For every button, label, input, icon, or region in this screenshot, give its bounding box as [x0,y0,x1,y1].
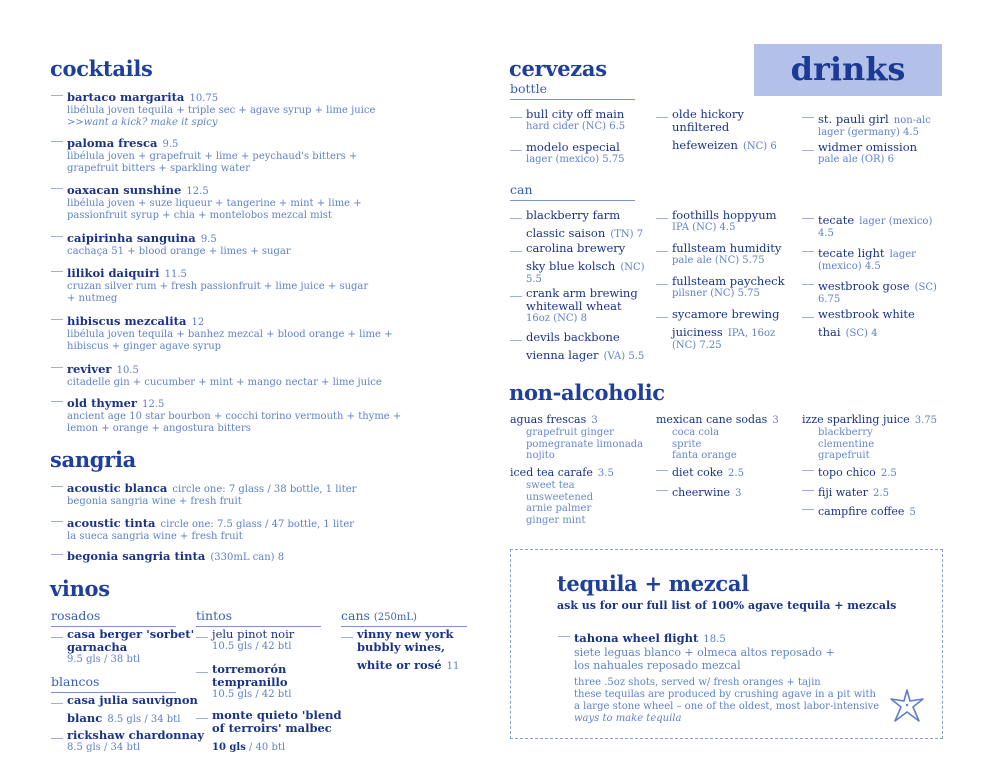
item-price: lager [889,249,916,260]
item-name: tempranillo [212,675,288,689]
item-note: these tequilas are produced by crushing agave in a pit with [574,689,876,700]
item-desc: 5.5 [526,274,542,285]
item-price: (330mL can) 8 [210,552,285,563]
item-desc: grapefruit bitters + sparkling water [67,163,250,174]
menu-item [818,461,897,480]
item-price: 3 [772,415,779,426]
cervezas-heading: cervezas [509,56,607,81]
item-desc: cruzan silver rum + fresh passionfruit + lime juice + sugar [67,281,369,292]
na-option: unsweetened [526,491,594,503]
item-desc: (mexico) 4.5 [818,261,881,272]
item-name: reviver [67,362,112,376]
item-price: (SC) 4 [845,328,878,339]
drinks-banner [754,44,942,96]
item-desc: lager (mexico) 5.75 [526,154,625,165]
item-price: 12.5 [186,186,209,197]
menu-item [67,628,194,666]
item-name: fullsteam humidity [672,241,782,255]
item-price: IPA, 16oz [727,328,776,339]
item-desc: lemon + orange + angostura bitters [67,423,251,434]
na-option: blackberry [818,427,873,438]
item-name: iced tea carafe [510,466,593,479]
menu-item [67,729,204,754]
na-option: sweet tea [526,480,575,491]
item-desc: hard cider (NC) 6.5 [526,121,626,132]
item-name: tahona wheel flight [574,631,699,645]
menu-item [357,628,459,673]
menu-item [526,331,644,363]
na-option: arnie palmer [526,503,592,514]
item-note: three .5oz shots, served w/ fresh oranges + tajin [574,677,821,688]
menu-item [526,209,643,241]
item-name: acoustic tinta [67,516,156,530]
item-price: 9.5 gls / 38 btl [67,654,141,665]
item-price: 10 gls [212,742,246,753]
na-group-izze [802,408,937,462]
item-note: >>want a kick? make it spicy [67,117,218,128]
item-name: bull city off main [526,107,625,121]
item-desc: citadelle gin + cucumber + mint + mango nectar + lime juice [67,377,382,388]
menu-item [672,461,744,480]
item-name: tecate light [818,246,885,260]
item-price: 11.5 [164,269,187,280]
rosados-heading: rosados [51,608,101,623]
item-price: / 40 btl [245,742,286,753]
menu-item [67,392,401,435]
item-desc: 6.75 [818,294,841,305]
menu-item [67,310,392,353]
non-alcoholic-heading: non-alcoholic [509,380,665,405]
menu-item [818,108,931,139]
item-price: 8.5 gls / 34 btl [107,714,181,725]
item-price: 8.5 gls / 34 btl [67,742,141,753]
item-price: 12.5 [142,399,165,410]
item-price: (VA) 5.5 [603,351,645,362]
item-price: 2.5 [873,488,889,499]
item-name: caipirinha sanguina [67,231,196,245]
menu-item [672,242,781,267]
menu-item [212,709,342,754]
item-price: (NC) 6 [742,141,777,152]
menu-item [672,481,742,500]
divider [510,99,635,100]
cans-heading [341,608,417,623]
cans-unit: (250mL) [373,612,417,623]
item-desc: hibiscus + ginger agave syrup [67,341,222,352]
item-price: 10.75 [189,93,219,104]
tequila-subtitle: ask us for our full list of 100% agave tequila + mezcals [557,599,897,612]
item-name: westbrook white [818,307,915,321]
na-option: grapefruit [818,450,870,461]
item-price: (NC) [620,262,645,273]
item-price: 10.5 gls / 42 btl [212,641,292,652]
menu-item [212,628,294,653]
item-name: cheerwine [672,486,731,499]
item-name: vinny new york [357,627,454,641]
menu-item [67,262,368,305]
item-name: paloma fresca [67,136,158,150]
item-name: torremorón [212,662,287,676]
item-name: unfiltered [672,120,730,134]
menu-item [818,209,932,240]
na-option: pomegranate limonada [526,438,644,450]
item-price: 9.5 [162,139,179,150]
item-name: casa berger 'sorbet' [67,627,195,641]
item-price: circle one: 7 glass / 38 bottle, 1 liter [172,484,357,495]
item-price: (SC) [914,282,937,293]
item-name: diet coke [672,466,723,479]
na-option: sprite [672,438,702,450]
blancos-heading: blancos [51,674,100,689]
na-group-aguas [510,408,643,462]
item-name: white or rosé [357,658,442,672]
item-name: fiji water [818,486,868,499]
item-name: whitewall wheat [526,299,622,313]
item-name: widmer omission [818,140,918,154]
item-name: foothills hoppyum [672,208,777,222]
menu-item [818,500,916,519]
menu-item [67,545,284,564]
item-note: ways to make tequila [574,713,682,724]
item-desc: begonia sangria wine + fresh fruit [67,496,242,507]
item-price: 11 [446,661,460,672]
item-name: blanc [67,711,103,725]
menu-item [818,275,937,306]
na-group-cane [656,408,779,462]
item-name: campfire coffee [818,505,905,518]
item-name: begonia sangria tinta [67,549,206,563]
na-option: ginger mint [526,514,586,526]
item-name: bartaco margarita [67,90,185,104]
item-name: old thymer [67,396,137,410]
item-desc: IPA (NC) 4.5 [672,222,736,233]
item-name: classic saison [526,226,606,240]
item-name: blackberry farm [526,208,621,222]
tintos-heading: tintos [196,608,233,623]
item-desc: ancient age 10 star bourbon + cocchi torino vermouth + thyme + [67,411,402,422]
item-desc: pilsner (NC) 5.75 [672,288,760,299]
na-option: nojito [526,450,555,461]
menu-item [672,275,785,300]
menu-item [672,209,777,234]
tequila-mezcal-heading: tequila + mezcal [557,571,749,596]
item-desc: libélula joven + suze liqueur + tangerine + mint + lime + [67,198,362,209]
menu-item [67,477,356,508]
item-name: hibiscus mezcalita [67,314,187,328]
menu-item [526,141,625,166]
menu-item [818,242,916,273]
item-desc: libélula joven + grapefruit + lime + peychaud's bitters + [67,151,358,162]
menu-item [672,108,777,153]
item-name: olde hickory [672,107,744,121]
item-price: 10.5 [116,365,139,376]
menu-item [67,358,382,389]
item-name: st. pauli girl [818,112,889,126]
item-desc: siete leguas blanco + olmeca altos reposado + [574,646,835,659]
item-name: crank arm brewing [526,286,638,300]
item-price: 2.5 [880,468,897,479]
item-name: lilikoi daiquiri [67,266,160,280]
divider [510,200,635,201]
item-price: 12 [191,317,205,328]
item-price: 3 [735,488,742,499]
item-name: mexican cane sodas [656,413,768,426]
item-price: circle one: 7.5 glass / 47 bottle, 1 liter [160,519,355,530]
item-name: vienna lager [526,348,599,362]
item-price: non-alc [893,115,931,126]
item-desc: 4.5 [818,228,834,239]
item-name: topo chico [818,466,876,479]
item-name: fullsteam paycheck [672,274,785,288]
menu-item [526,287,638,325]
item-price: 3 [591,415,598,426]
na-option: clementine [818,438,875,450]
item-name: acoustic blanca [67,481,168,495]
item-name: thai [818,325,841,339]
item-name: juiciness [672,325,723,339]
menu-item [672,308,779,352]
item-name: oaxacan sunshine [67,183,182,197]
item-name: westbrook gose [818,279,910,293]
menu-item [67,86,375,129]
menu-item [818,481,889,500]
item-desc: pale ale (OR) 6 [818,154,894,165]
menu-item [574,627,879,725]
na-option: grapefruit ginger [526,427,614,438]
item-name: modelo especial [526,140,620,154]
sangria-heading: sangria [50,447,136,472]
menu-item [67,694,198,726]
menu-item [67,179,362,222]
menu-item [67,227,291,258]
item-desc: cachaça 51 + blood orange + limes + sugar [67,246,291,257]
item-note: a large stone wheel – one of the oldest, most labor-intensive [574,701,880,712]
can-heading: can [510,182,533,197]
item-desc: + nutmeg [67,293,118,304]
item-price: lager (mexico) [859,216,933,227]
na-group-iced-tea [510,461,614,526]
item-name: devils backbone [526,330,620,344]
item-name: hefeweizen [672,138,738,152]
item-name: sycamore brewing [672,307,780,321]
item-name: casa julia sauvignon [67,693,198,707]
item-name: tecate [818,213,855,227]
starfish-icon [888,688,926,724]
item-name: sky blue kolsch [526,259,616,273]
item-price: 9.5 [200,234,217,245]
cans-title: cans [341,608,370,623]
menu-item [818,308,915,340]
item-desc: los nahuales reposado mezcal [574,659,741,672]
vinos-heading: vinos [50,576,110,601]
menu-item [212,663,291,701]
item-desc: libélula joven tequila + triple sec + agave syrup + lime juice [67,105,376,116]
item-price: 3.5 [597,468,614,479]
item-name: rickshaw chardonnay [67,728,205,742]
item-desc: lager (germany) 4.5 [818,127,919,138]
item-price: 2.5 [728,468,744,479]
item-price: 18.5 [703,634,726,645]
item-price: 10.5 gls / 42 btl [212,689,292,700]
item-name: izze sparkling juice [802,413,910,426]
item-name: garnacha [67,640,128,654]
menu-item [818,141,917,166]
item-name: monte quieto 'blend [212,708,342,722]
drinks-title: drinks [790,50,906,88]
item-price: 3.75 [914,415,937,426]
item-name: aguas frescas [510,413,587,426]
item-desc: la sueca sangria wine + fresh fruit [67,531,243,542]
item-desc: (NC) 7.25 [672,340,722,351]
na-option: coca cola [672,427,720,438]
item-desc: libélula joven tequila + banhez mezcal + blood orange + lime + [67,329,393,340]
menu-item [67,132,357,175]
item-desc: passionfruit syrup + chia + montelobos mezcal mist [67,210,332,221]
item-desc: 16oz (NC) 8 [526,313,587,324]
item-name: of terroirs' malbec [212,721,332,735]
cocktails-heading: cocktails [50,56,153,81]
item-name: carolina brewery [526,241,626,255]
item-price: (TN) 7 [610,229,644,240]
menu-item [526,108,625,133]
item-desc: pale ale (NC) 5.75 [672,255,765,266]
item-name: jelu pinot noir [212,627,295,641]
item-price: 5 [909,507,916,518]
na-option: fanta orange [672,450,737,461]
menu-item [67,512,354,543]
item-name: bubbly wines, [357,640,445,654]
bottle-heading: bottle [510,81,547,96]
menu-item [526,242,645,286]
